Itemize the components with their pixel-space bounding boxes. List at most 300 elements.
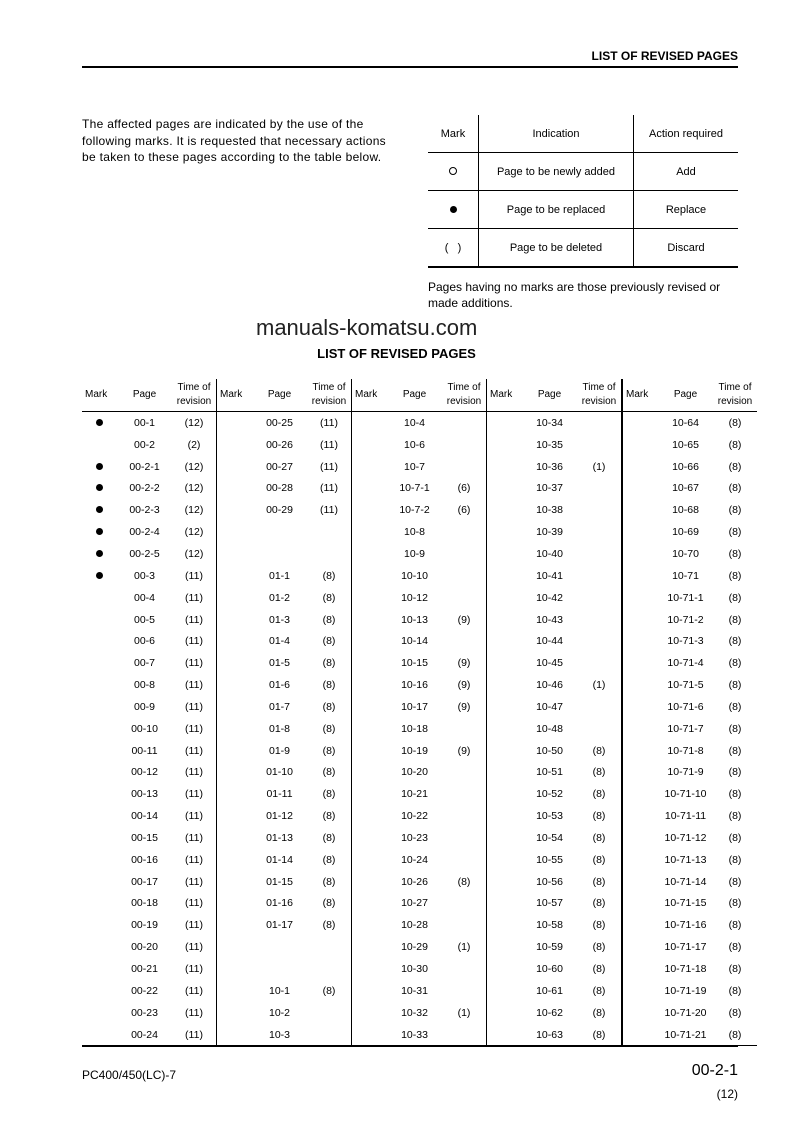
revision-cell: (11) [172,1024,217,1046]
page-cell: 00-23 [131,1006,158,1019]
revision-cell: (11) [307,499,352,521]
mark-cell [622,762,658,784]
revision-cell [442,1024,487,1046]
page-cell: 10-54 [536,831,563,844]
page-cell: 00-26 [266,438,293,451]
page-cell: 10-68 [672,504,699,517]
mark-cell [487,936,523,958]
revision-cell: (11) [172,958,217,980]
revision-cell [442,565,487,587]
revision-cell: (11) [172,805,217,827]
page-cell: 10-9 [403,547,425,560]
legend-row [428,153,738,191]
page-cell: 00-28 [266,482,293,495]
revision-cell [442,718,487,740]
page-cell: 10-23 [401,831,428,844]
revision-cell: (8) [577,1002,622,1024]
legend-mark-cell [428,191,479,229]
page-cell: 01-14 [266,853,293,866]
mark-cell [622,871,658,893]
mark-cell [352,914,388,936]
page-cell: 10-35 [536,438,563,451]
revision-cell: (11) [307,456,352,478]
revision-cell: (8) [728,613,742,626]
revision-cell: (8) [307,914,352,936]
revision-cell: (12) [172,478,217,500]
page-cell: 10-62 [536,1006,563,1019]
revision-cell [577,565,622,587]
mark-cell [487,499,523,521]
revision-cell [442,958,487,980]
page-cell: 10-58 [536,919,563,932]
page-cell: 10-12 [401,591,428,604]
page-cell: 10-15 [401,657,428,670]
page-cell: 10-71-19 [664,984,707,997]
mark-cell [487,849,523,871]
legend-indication: Page to be newly added [479,153,634,191]
mark-cell [82,587,117,609]
page-cell: 10-50 [536,744,563,757]
page-cell: 00-24 [117,1024,172,1046]
legend-header-mark: Mark [428,115,479,153]
revision-cell: (11) [172,849,217,871]
page-cell: 10-37 [536,482,563,495]
header-page: Page [252,379,307,412]
revision-cell: (8) [728,416,742,429]
revision-cell: (8) [728,569,742,582]
mark-cell [487,478,523,500]
mark-cell [82,871,117,893]
revision-cell [577,521,622,543]
page-cell: 10-71-2 [667,613,704,626]
mark-cell [622,478,658,500]
mark-cell [82,740,117,762]
page-cell: 10-20 [401,766,428,779]
revision-cell [577,434,622,456]
revision-cell: (8) [728,1006,742,1019]
page-cell: 00-21 [131,963,158,976]
page-cell: 00-7 [133,657,155,670]
revision-cell: (8) [728,984,742,997]
revision-cell: (9) [442,609,487,631]
mark-cell [82,434,117,456]
table-row [82,958,757,980]
mark-cell [352,543,388,565]
mark-cell [352,718,388,740]
mark-cell [487,630,523,652]
page-cell: 10-30 [401,963,428,976]
header-page: Page [117,379,172,412]
header-time-of-revision [713,379,757,412]
page-cell: 00-5 [133,613,155,626]
revision-cell: (11) [307,412,352,434]
mark-cell [217,958,253,980]
page-cell: 00-12 [131,766,158,779]
legend-header-action: Action required [634,115,739,153]
page-cell: 01-13 [266,831,293,844]
revision-cell: (8) [728,897,742,910]
mark-cell [487,762,523,784]
mark-cell [82,783,117,805]
page-cell: 10-45 [536,657,563,670]
mark-cell [622,565,658,587]
mark-cell [622,914,658,936]
page-cell: 10-16 [401,679,428,692]
page-cell: 10-38 [536,504,563,517]
revision-cell [442,914,487,936]
revision-cell: (11) [172,827,217,849]
mark-cell [622,958,658,980]
mark-cell [622,521,658,543]
revision-cell: (8) [577,783,622,805]
mark-cell [82,456,117,478]
model-label: PC400/450(LC)-7 [82,1068,177,1082]
mark-cell [352,521,388,543]
page-cell: 00-1 [133,416,155,429]
revision-cell [442,893,487,915]
mark-cell [217,434,253,456]
revision-cell: (11) [172,565,217,587]
page-cell: 10-32 [401,1006,428,1019]
table-row [82,674,757,696]
mark-cell [352,783,388,805]
revision-cell: (12) [172,499,217,521]
mark-cell [217,980,253,1002]
revision-cell [307,936,352,958]
revision-cell: (8) [728,875,742,888]
page-cell: 10-71-16 [664,919,707,932]
mark-cell [622,543,658,565]
page-cell: 01-11 [266,788,293,801]
mark-cell [217,914,253,936]
revision-cell: (11) [172,914,217,936]
mark-cell [622,849,658,871]
mark-cell [217,565,253,587]
revision-cell [577,718,622,740]
filled-dot-icon [96,528,103,535]
page-cell: 01-7 [268,700,290,713]
page-cell: 10-24 [401,853,428,866]
mark-cell [217,936,253,958]
mark-cell [82,1024,117,1046]
header-page: Page [658,379,713,412]
page-cell: 10-71-18 [664,963,707,976]
page-cell [252,958,307,980]
mark-cell [352,893,388,915]
page-cell: 00-22 [131,984,158,997]
watermark: manuals-komatsu.com [256,315,478,340]
revision-cell: (8) [307,762,352,784]
page-cell: 01-16 [266,897,293,910]
revision-cell: (8) [728,591,742,604]
revision-cell: (8) [307,652,352,674]
legend-row [428,191,738,229]
mark-cell [622,587,658,609]
revision-cell: (8) [728,788,742,801]
revision-cell [442,434,487,456]
page-cell: 10-4 [403,416,425,429]
revision-cell: (8) [577,893,622,915]
mark-cell [622,456,658,478]
table-row [82,980,757,1002]
table-row [82,630,757,652]
page-cell: 10-42 [536,591,563,604]
revision-cell: (11) [172,936,217,958]
table-row [82,827,757,849]
legend-header-indication: Indication [479,115,634,153]
mark-cell [82,543,117,565]
mark-cell [352,652,388,674]
header-rev-line2: revision [176,396,212,407]
revision-cell: (8) [577,980,622,1002]
revision-cell [442,783,487,805]
mark-cell [487,652,523,674]
filled-dot-icon [96,419,103,426]
revision-cell: (11) [172,609,217,631]
page-cell: 10-53 [536,810,563,823]
table-row [82,696,757,718]
mark-cell [217,674,253,696]
page-cell: 00-27 [266,460,293,473]
page-cell: 10-41 [536,569,563,582]
revision-cell [442,849,487,871]
mark-cell [622,893,658,915]
table-row [82,914,757,936]
page-cell: 10-64 [672,416,699,429]
revision-cell: (8) [577,827,622,849]
revision-cell [577,696,622,718]
legend-action: Add [634,153,739,191]
revision-cell: (8) [307,871,352,893]
revision-cell [442,456,487,478]
mark-cell [622,609,658,631]
mark-cell [217,783,253,805]
legend-header-row [428,115,738,153]
table-row [82,652,757,674]
revision-cell: (11) [172,1002,217,1024]
revision-cell [307,1002,352,1024]
page-cell: 10-71-4 [667,657,704,670]
page-cell: 10-33 [387,1024,442,1046]
table-row [82,1002,757,1024]
page-cell: 01-6 [268,679,290,692]
revision-cell: (6) [442,478,487,500]
mark-cell [352,871,388,893]
mark-cell [217,849,253,871]
header-rev-line1: Time of [718,382,752,393]
legend-row [428,229,738,268]
mark-cell [352,499,388,521]
page-cell: 10-40 [536,547,563,560]
revision-cell: (11) [172,696,217,718]
header-mark: Mark [487,379,523,412]
revision-cell: (9) [442,740,487,762]
page-cell: 10-48 [536,722,563,735]
revision-cell: (11) [172,674,217,696]
revision-cell [577,499,622,521]
mark-cell [217,1024,253,1046]
page-cell: 10-18 [401,722,428,735]
intro-text: The affected pages are indicated by the use of the following marks. It is requested that necessary actions be taken to these pages according to the table below. [82,117,386,164]
page-cell: 10-67 [672,482,699,495]
page-cell: 10-36 [536,460,563,473]
page-cell: 10-13 [401,613,428,626]
legend-action: Discard [634,229,739,268]
page-cell: 00-3 [133,569,155,582]
mark-cell [487,718,523,740]
revision-cell: (8) [577,805,622,827]
revision-cell: (12) [172,521,217,543]
page-cell: 10-71-20 [664,1006,707,1019]
page-cell: 10-69 [672,526,699,539]
page-cell: 01-1 [268,569,290,582]
revision-cell: (12) [172,412,217,434]
mark-cell [82,412,117,434]
revision-cell: (8) [728,438,742,451]
mark-cell [82,478,117,500]
mark-cell [82,499,117,521]
mark-cell [487,521,523,543]
page-cell: 10-22 [401,810,428,823]
mark-cell [487,958,523,980]
mark-cell [82,565,117,587]
page-cell: 10-71-21 [658,1024,713,1046]
page-cell: 01-8 [268,722,290,735]
page-cell: 10-71-5 [667,679,704,692]
open-circle-icon [449,167,457,175]
revision-cell: (8) [728,831,742,844]
revision-cell [307,521,352,543]
page-cell: 10-71-15 [664,897,707,910]
mark-cell [217,587,253,609]
table-row [82,456,757,478]
page-cell: 00-9 [133,700,155,713]
revision-cell: (8) [728,679,742,692]
table-row [82,521,757,543]
mark-cell [487,1002,523,1024]
mark-cell [82,893,117,915]
header-mark: Mark [622,379,658,412]
page-cell: 10-27 [401,897,428,910]
mark-cell [217,762,253,784]
revision-cell: (8) [442,871,487,893]
revision-cell [442,412,487,434]
header-rule [82,66,738,68]
mark-cell [352,696,388,718]
revision-cell: (11) [172,893,217,915]
filled-dot-icon [96,463,103,470]
page-cell: 10-71-17 [664,941,707,954]
mark-cell [82,914,117,936]
mark-cell [487,914,523,936]
mark-cell [82,652,117,674]
header-time-of-revision [172,379,217,412]
revision-cell: (8) [728,744,742,757]
table-row [82,762,757,784]
revision-cell: (11) [172,740,217,762]
filled-dot-icon [450,206,457,213]
revision-cell: (8) [307,696,352,718]
page-cell: 10-70 [672,547,699,560]
mark-cell [217,543,253,565]
page-cell: 01-9 [268,744,290,757]
revision-cell: (8) [577,849,622,871]
parentheses-mark: ( ) [428,229,479,268]
revision-cell: (9) [442,696,487,718]
mark-cell [82,609,117,631]
revision-cell [442,762,487,784]
page-cell [252,521,307,543]
list-title: LIST OF REVISED PAGES [317,346,476,361]
page-cell: 10-71-1 [667,591,704,604]
table-row [82,805,757,827]
mark-cell [487,871,523,893]
revision-cell: (11) [307,434,352,456]
mark-cell [487,1024,523,1046]
page-cell: 10-71-9 [667,766,704,779]
header-page: Page [522,379,577,412]
table-row [82,478,757,500]
revision-cell: (8) [577,936,622,958]
legend-action: Replace [634,191,739,229]
mark-cell [217,805,253,827]
revision-cell [577,630,622,652]
revision-cell: (11) [172,980,217,1002]
revision-cell: (1) [577,456,622,478]
page-cell: 10-61 [536,984,563,997]
table-row [82,587,757,609]
page-cell: 00-29 [266,504,293,517]
mark-cell [217,412,253,434]
mark-cell [622,434,658,456]
revision-cell: (8) [577,1024,622,1046]
header-page: Page [387,379,442,412]
page-cell: 10-21 [401,788,428,801]
mark-cell [352,805,388,827]
revision-cell: (8) [728,941,742,954]
revision-cell: (8) [307,980,352,1002]
table-row [82,936,757,958]
revision-cell: (8) [728,963,742,976]
mark-cell [217,740,253,762]
revision-cell: (9) [442,674,487,696]
page-cell: 10-71-10 [664,788,707,801]
revision-cell: (8) [728,635,742,648]
mark-cell [217,696,253,718]
mark-cell [487,565,523,587]
revision-cell [442,827,487,849]
mark-cell [352,412,388,434]
mark-cell [622,696,658,718]
mark-cell [82,827,117,849]
page-cell: 10-55 [536,853,563,866]
table-row [82,849,757,871]
table-row [82,609,757,631]
table-row [82,412,757,434]
revision-cell: (8) [728,766,742,779]
page-cell: 10-29 [401,941,428,954]
page-cell: 10-66 [672,460,699,473]
page-cell: 00-2-1 [129,460,160,473]
page-cell: 01-17 [266,919,293,932]
revision-cell: (8) [307,849,352,871]
revision-cell: (2) [172,434,217,456]
mark-cell [82,521,117,543]
page-cell: 00-18 [131,897,158,910]
mark-cell [487,980,523,1002]
revision-cell: (8) [307,630,352,652]
revision-cell: (8) [307,674,352,696]
